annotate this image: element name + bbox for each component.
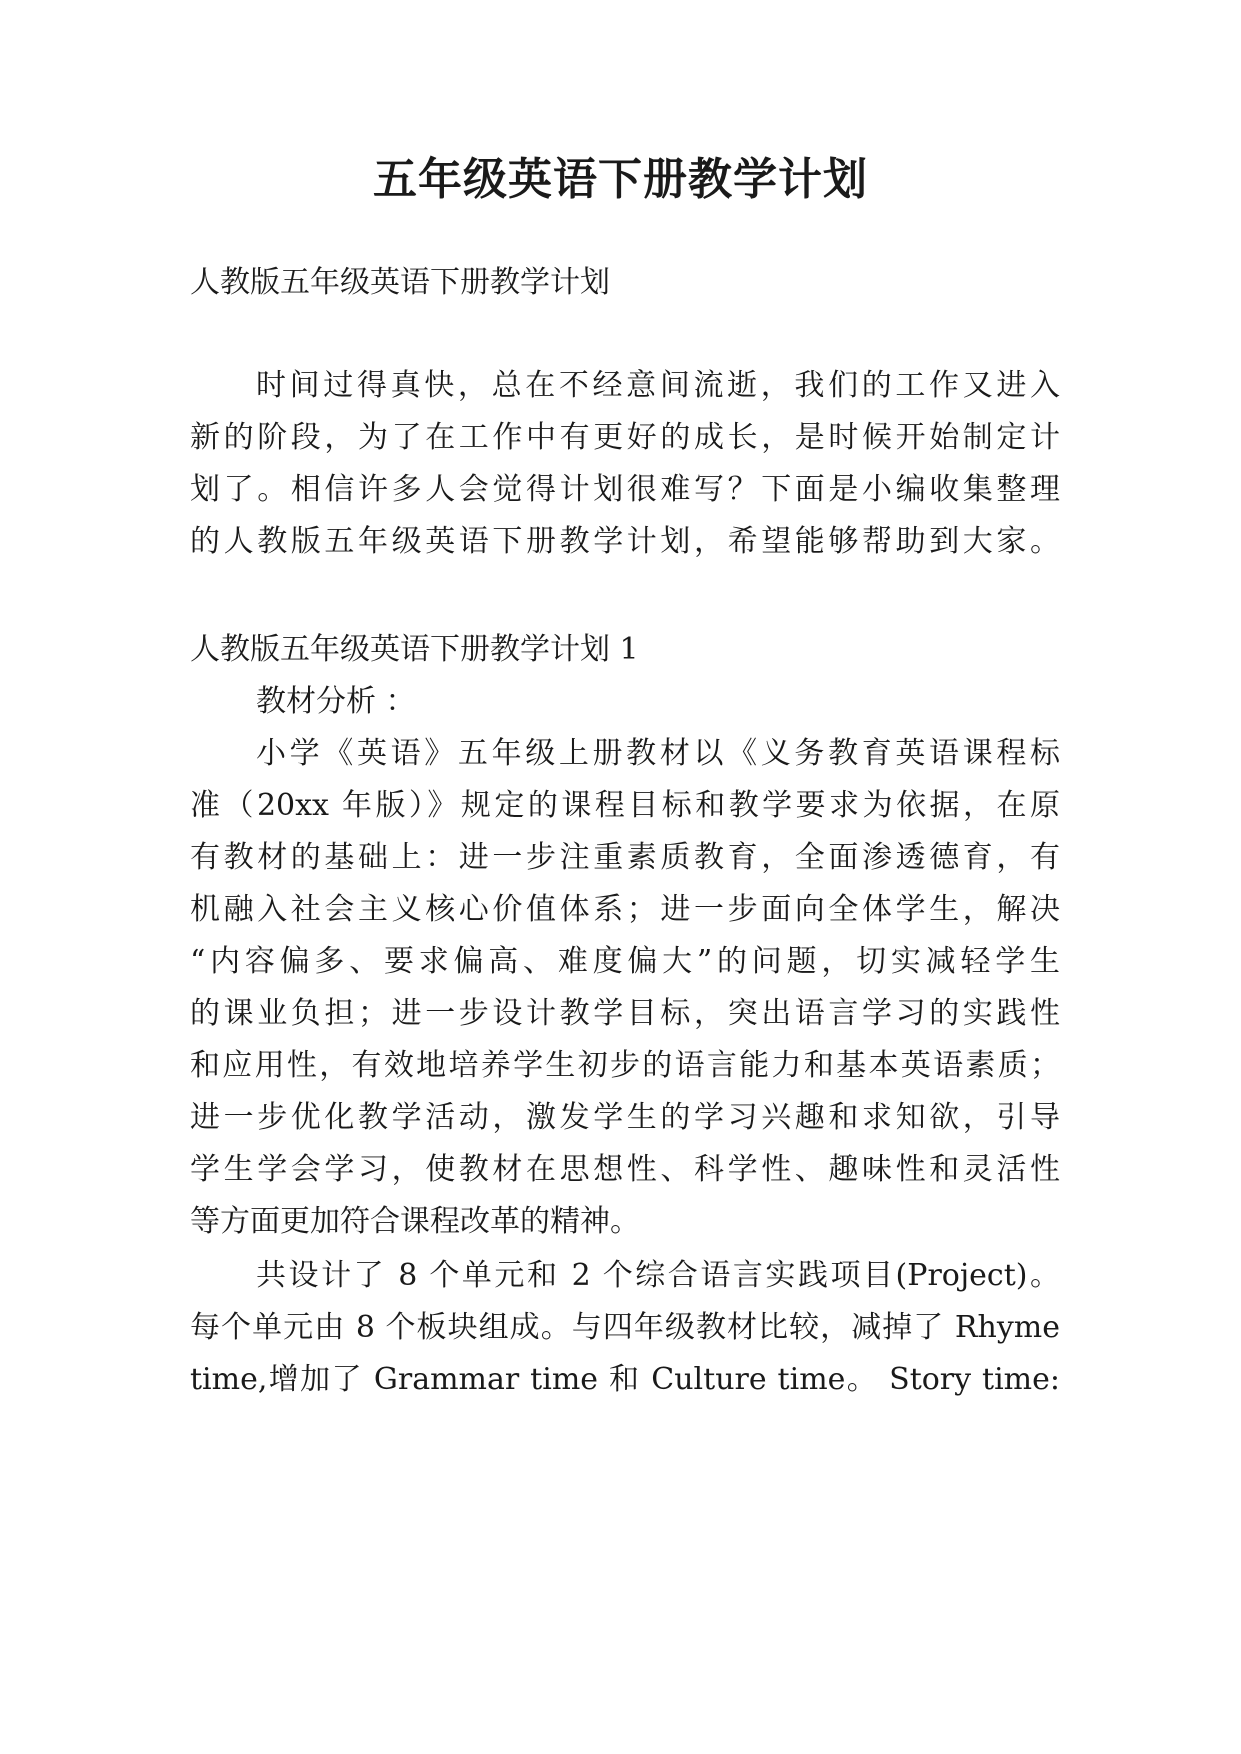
body-line: 小学《英语》五年级上册教材以《义务教育英语课程标 — [256, 736, 1060, 771]
body-line: 学生学会学习，使教材在思想性、科学性、趣味性和灵活性 — [190, 1152, 1060, 1187]
body-line: 机融入社会主义核心价值体系；进一步面向全体学生，解决 — [190, 892, 1060, 927]
body-line: “内容偏多、要求偏高、难度偏大”的问题，切实减轻学生 — [190, 944, 1060, 979]
body-line: 准（20xx 年版）》规定的课程目标和教学要求为依据，在原 — [190, 788, 1060, 823]
intro-line: 新的阶段，为了在工作中有更好的成长，是时候开始制定计 — [190, 420, 1060, 455]
para2-line: 每个单元由 8 个板块组成。与四年级教材比较，减掉了 Rhyme — [190, 1310, 1060, 1345]
body-line: 等方面更加符合课程改革的精神。 — [190, 1204, 640, 1239]
intro-line: 时间过得真快，总在不经意间流逝，我们的工作又进入 — [256, 368, 1060, 403]
subheading: 教材分析 ： — [256, 684, 416, 719]
intro-line: 划了。相信许多人会觉得计划很难写？下面是小编收集整理 — [190, 472, 1060, 507]
body-line: 的课业负担；进一步设计教学目标，突出语言学习的实践性 — [190, 996, 1060, 1031]
body-line: 和应用性，有效地培养学生初步的语言能力和基本英语素质； — [190, 1048, 1060, 1083]
section-heading: 人教版五年级英语下册教学计划 1 — [190, 632, 639, 667]
document-title: 五年级英语下册教学计划 — [373, 154, 868, 205]
para2-line: 共设计了 8 个单元和 2 个综合语言实践项目(Project)。 — [256, 1258, 1060, 1293]
para2-line: time,增加了 Grammar time 和 Culture time。 Story time: — [190, 1362, 1060, 1397]
intro-line: 的人教版五年级英语下册教学计划，希望能够帮助到大家。 — [190, 524, 1060, 559]
body-line: 进一步优化教学活动，激发学生的学习兴趣和求知欲，引导 — [190, 1100, 1060, 1135]
body-line: 有教材的基础上：进一步注重素质教育，全面渗透德育，有 — [190, 840, 1060, 875]
document-subtitle: 人教版五年级英语下册教学计划 — [190, 265, 610, 300]
